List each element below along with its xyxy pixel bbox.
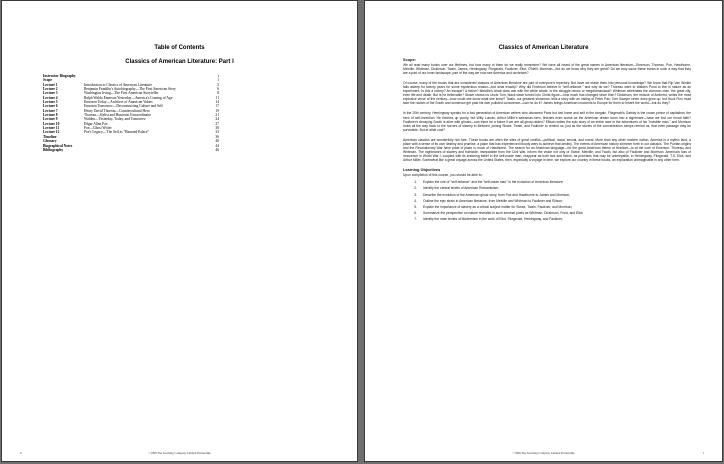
toc-entry-label: Lecture 7 [43,108,58,113]
toc-entry-label: Lecture 6 [43,104,58,109]
scope-paragraph: Of course, many of the books that are considered classics of American literature are part of everyone's repertory. But have we made them into personal knowledge? We know that Rip Van Winkle falls asleep for twenty years for some mysterious reason—but what exactly? Why did Emerson believe in "self-reliance," and why do we? Thoreau went to Walden Pond to live in nature as an experiment. Is this a victory? An escape? A fiction? Melville's Ahab does war with the white whale. Is the struggle heroic or megalomaniacal? Whitman celebrates the common man, the great city, even life and death. But is he believable? Stowe shows us Uncle Tom, black slave turned into Christ figure—how much has changed since then? Dickinson, the recluse of Amherst, writes the most explosive verse of the century—how could she know what she knew? Twain, our greatest showman, tells a story with an inkling of Peter Pan: Tom Sawyer never does grow up, but Huck Finn must face the racism of the South and somehow get past his own polluted conscience—can he do it? James brings American innocents to Europe for them to inherit the world—but do they? [403,81,691,106]
toc-entry-page: 3 [217,82,219,87]
scope-heading: Scope: [403,57,416,62]
toc-entry-title: Emerson Today—Architect of American Values [84,100,153,105]
objective-text: Outline the epic strain in American literature, from Melville and Whitman to Faulkner and Ellison; [423,198,563,203]
objective-item [403,193,691,197]
toc-entry-label: Lecture 4 [43,95,58,100]
toc-entry-title: Thoreau—Stylist and Humorist Extraordinaire [84,113,151,118]
toc-entry-label: Lecture 5 [43,100,58,105]
toc-entry-label: Lecture 11 [43,126,60,131]
objective-text: Explain the role of "self-reliance" and the "self-made man" in the evolution of American literature; [423,180,564,185]
toc-entry-label: Lecture 9 [43,117,58,122]
toc-entry [43,148,343,152]
toc-course-title: Classics of American Literature: Part I [125,59,234,65]
toc-entry-page: 14 [215,100,219,105]
toc-entry-label: Bibliography [43,147,64,152]
objective-number: 2. [414,186,417,191]
right-copyright: ©1999 The Teaching Company Limited Partnership [512,451,575,455]
objectives-heading: Learning Objectives [403,166,441,172]
objectives-list [403,180,691,221]
toc-entry-title: Henry David Thoreau—Countercultural Hero [84,108,150,113]
toc-entry-page: 19 [215,108,219,113]
page-content [403,58,691,224]
toc-entry-label: Instructor Biography [43,74,76,78]
toc-entry-label: Lecture 2 [43,87,58,92]
toc-entry-title: Washington Irving—The First American Storyteller [84,91,159,96]
left-copyright: ©1999 The Teaching Company Limited Partnership [148,451,211,455]
scope-paragraph: We all read many books over our lifetimes, but how many of them do we really remember? We have all heard of the great names in American literature—Emerson, Thoreau, Poe, Hawthorne, Melville, Whitman, Dickinson, Twain, James, Hemingway, Fitzgerald, Faulkner, Eliot, O'Neill, Morrison—but do we know why they are great? Do we truly savor these books in such a way that they are a part of our inner landscape, part of the way we now see America and ourselves? [403,63,691,76]
objective-item [403,180,691,184]
objective-number: 7. [414,217,417,222]
scope-paragraph: American classics are wonderfully rich fare. These books are often the sites of great conflict—political, racial, sexual, and moral. More than any other modern nation, America is a mythic land, a place with a sense of its own destiny and promise, a place that has experienced bloody wars to achieve that destiny. The events of American history shimmer forth in our classics. The Puritan origins and the Revolutionary War have pride of place in much of Hawthorne. The search for an American language—for the great American theme of freedom—is at the core of Emerson, Thoreau, and Whitman. The nightmares of slavery and fratricide, inseparable from the Civil War, inform the vision not only of Stowe, Melville, and Twain, but also of Faulkner and Morrison. America's loss of innocence in World War I, coupled with its enduring belief in the self-made man, reappear as both fact and fiction, as promises that may be unkeepable, in Hemingway, Fitzgerald, T.S. Eliot, and Arthur Miller. Somewhat like a great voyage across the United States, then, especially a voyage in time, we explore our country in these books, an exploration unimaginable in any other form. [403,137,691,162]
toc-entry-page: 17 [215,104,219,109]
left-page-number: ii [20,451,22,455]
objective-text: Explain the importance of slavery as a critical subject matter for Stowe, Twain, Faulkner, and Morrison; [423,205,573,210]
objective-item [403,217,691,221]
table-of-contents [43,74,343,152]
toc-entry-page: 30 [215,126,219,131]
toc-entry-title: Ralph Waldo Emerson Yesterday—America's Coming of Age [84,95,173,100]
toc-entry-label: Glossary [43,139,57,144]
toc-entry-title: Walden—Yesterday, Today, and Tomorrow [84,117,146,122]
toc-entry-page: i [218,74,219,78]
toc-entry-page: 36 [215,134,219,139]
toc-entry-page: 11 [215,95,219,100]
toc-entry-page: 40 [215,139,219,144]
toc-entry-title: Emerson Tomorrow—Deconstructing Culture and Self [84,104,163,109]
toc-entry-title: Edgar Allan Poe [84,121,108,126]
toc-entry-label: Lecture 10 [43,121,60,126]
objective-number: 1. [414,180,417,185]
toc-entry-label: Lecture 12 [43,130,60,135]
toc-entry-page: 8 [217,91,219,96]
toc-entry-title: Poe—Ghost Writer [84,126,112,131]
page-title: Classics of American Literature [498,45,589,51]
objective-number: 5. [414,205,417,210]
objectives-intro: Upon completion of this course, you should be able to: [403,173,483,178]
toc-entry-page: 33 [215,130,219,135]
toc-entry-page: 46 [215,147,219,152]
objective-text: Summarize the perspective on nature revealed in such seminal poets as Whitman, Dickinson, Frost, and Eliot; [423,211,584,216]
objective-number: 6. [414,211,417,216]
scope-paragraph: In the 20th century, Hemingway speaks for a lost generation of American writers who disowned Paris but lost home and self in the bargain. Fitzgerald's Gatsby is the crown prince of capitalism, the hero of self-invention. He finishes up poorly, but Willy Loman, Arthur Miller's salesman-hero, finishes even worse as the American dream turns into a nightmare—have we lost our moral faith? Faulkner's decaying South is alive with ghosts—can there be a future if we are all ghost-ridden? Ellison writes the epic story of an entire race in the adventures of his "invisible man," and Morrison looks all the way back to the horrors of slavery in Beloved, joining Stowe, Twain, and Faulkner to remind us, just as the stories of the concentration camps remind us, that even passage may be survivable. But at what cost? [403,111,691,132]
toc-entry-page: 1 [217,78,219,83]
objective-text: Describe the evolution of the American ghost story, from Poe and Hawthorne to James and Morrison; [423,192,571,197]
toc-entry-page: 21 [215,113,219,118]
toc-entry-title: Poe's Legacy—The Self as "Haunted Palace" [84,130,149,135]
toc-entry-page: 44 [215,143,219,148]
toc-entry-label: Biographical Notes [43,143,73,148]
toc-entry-title: Benjamin Franklin's Autobiography—The First American Story [84,87,176,92]
left-page [1,0,358,462]
objective-text: Identify the central tenets of American Romanticism; [423,186,500,191]
toc-entry-label: Scope [43,78,52,83]
objective-item [403,211,691,215]
toc-entry-page: 6 [217,87,219,92]
toc-entry-label: Lecture 1 [43,82,58,87]
toc-entry-label: Lecture 3 [43,91,58,96]
objective-text: Identify the main tenets of Modernism in the work of Eliot, Fitzgerald, Hemingway, and Faulkner; [423,217,563,222]
objective-number: 3. [414,192,417,197]
objective-item [403,199,691,203]
toc-entry-title: Introduction to Classics of American Literature [84,82,152,87]
toc-entry-page: 27 [215,121,219,126]
toc-entry-label: Timeline [43,134,57,139]
toc-entry-label: Lecture 8 [43,113,58,118]
right-page [364,0,723,462]
toc-entry-page: 24 [215,117,219,122]
objective-number: 4. [414,198,417,203]
toc-heading: Table of Contents [154,45,205,51]
right-page-number: 1 [702,451,704,455]
objective-item [403,186,691,190]
objective-item [403,205,691,209]
